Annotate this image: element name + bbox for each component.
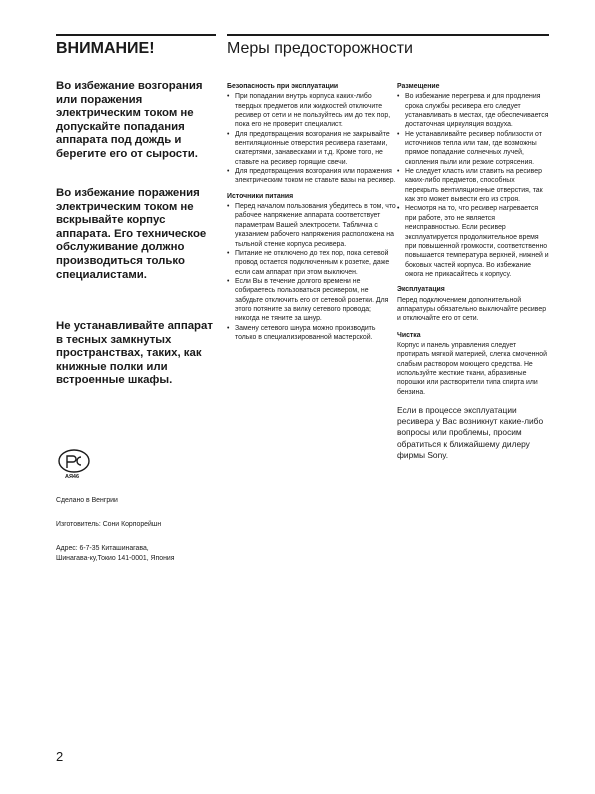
list-item: • Несмотря на то, что ресивер нагревается при работе, это не является неисправностью. Если ресивер эксплуатируется продолжительное время при повышенной громкости, соответственно повышается температура верхней, нижней и боковых частей корпуса. Во избежание ожога не прикасайтесь к корпусу.: [397, 204, 549, 279]
operation-section-title: Эксплуатация: [397, 286, 445, 294]
list-item: • Питание не отключено до тех пор, пока сетевой провод остается подключенным к розетке, даже если сам аппарат при этом выключен.: [227, 249, 397, 277]
warning-title: ВНИМАНИЕ!: [56, 40, 155, 57]
list-item: • Если Вы в течение долгого времени не собираетесь пользоваться ресивером, не забудьте отключить его от сетевой розетки. Для этого потяните за вилку сетевого провода; никогда не тяните за шнур.: [227, 277, 397, 324]
list-item: • Замену сетевого шнура можно производить только в специализированной мастерской.: [227, 324, 397, 343]
list-item: • При попадании внутрь корпуса каких-либо твердых предметов или жидкостей отключите ресивер от сети и не пользуйтесь им до тех пор, пока его не проверит специалист.: [227, 92, 397, 129]
placement-list: [397, 92, 549, 279]
power-list: [227, 202, 397, 342]
right-header-rule: [227, 34, 549, 36]
left-header-rule: [56, 34, 216, 36]
list-item: • Для предотвращения возгорания или поражения электрическим током не ставьте вазы на ресивер.: [227, 167, 397, 186]
manufacturer-info: [56, 496, 226, 564]
safety-section-title: Безопасность при эксплуатации: [227, 83, 339, 90]
precautions-column-1: [227, 82, 397, 348]
precautions-column-2: [397, 82, 549, 469]
list-item: • Перед началом пользования убедитесь в том, что рабочее напряжение аппарата соответствует параметрам Вашей электросети. Табличка с указанием рабочего напряжения расположена на тыльной стенке корпуса ресивера.: [227, 202, 397, 249]
safety-list: [227, 92, 397, 185]
warning-moisture: Во избежание возгорания или поражения электрическим током не допускайте попадания аппарата под дождь и берегите его от сырости.: [56, 80, 203, 160]
operation-text: Перед подключением дополнительной аппаратуры обязательно выключайте ресивер и отключайте его от сети.: [397, 296, 547, 323]
closing-text: Если в процессе эксплуатации ресивера у Вас возникнут какие-либо вопросы или проблемы, просим обратиться к ближайшему дилеру фирмы Sony.: [397, 405, 544, 460]
power-section-title: Источники питания: [227, 192, 294, 200]
precautions-title: Меры предосторожности: [227, 40, 413, 57]
list-item: • Не следует класть или ставить на ресивер каких-либо предметов, способных перекрыть вентиляционные отверстия, так как это может вывести его из строя.: [397, 167, 549, 204]
warning-housing: Во избежание поражения электрическим током не вскрывайте корпус аппарата. Его техническое обслуживание должно производиться только специалистами.: [56, 187, 207, 281]
list-item: • Не устанавливайте ресивер поблизости от источников тепла или там, где возможны прямое попадание солнечных лучей, скопления пыли или резкие сотрясения.: [397, 130, 549, 167]
cleaning-text: Корпус и панель управления следует протирать мягкой материей, слегка смоченной слабым раствором моющего средства. Не используйте жесткие ткани, абразивные порошки или растворители типа спирта или бензина.: [397, 341, 547, 396]
certification-mark: [56, 448, 92, 482]
list-item: • Для предотвращения возгорания не закрывайте вентиляционные отверстия ресивера газетами, скатертями, занавесками и т.д. Кроме того, не ставьте на ресивер горящие свечи.: [227, 130, 397, 167]
made-in-text: Сделано в Венгрии: [56, 497, 118, 504]
page-number: 2: [56, 749, 64, 764]
cert-code: АЯ46: [65, 474, 80, 480]
manufacturer-text: Изготовитель: Сони Корпорейшн: [56, 521, 162, 528]
address-line-1: Адрес: 6-7-35 Киташинагава,: [56, 545, 149, 552]
list-item: • Во избежание перегрева и для продления срока службы ресивера его следует устанавливать в местах, где обеспечивается достаточная циркуляция воздуха.: [397, 92, 549, 129]
warning-placement: Не устанавливайте аппарат в тесных замкнутых пространствах, таких, как книжные полки или встроенные шкафы.: [56, 320, 213, 387]
placement-section-title: Размещение: [397, 83, 440, 90]
cleaning-section-title: Чистка: [397, 331, 421, 339]
address-line-2: Шинагава-ку,Токио 141-0001, Япония: [56, 555, 175, 562]
